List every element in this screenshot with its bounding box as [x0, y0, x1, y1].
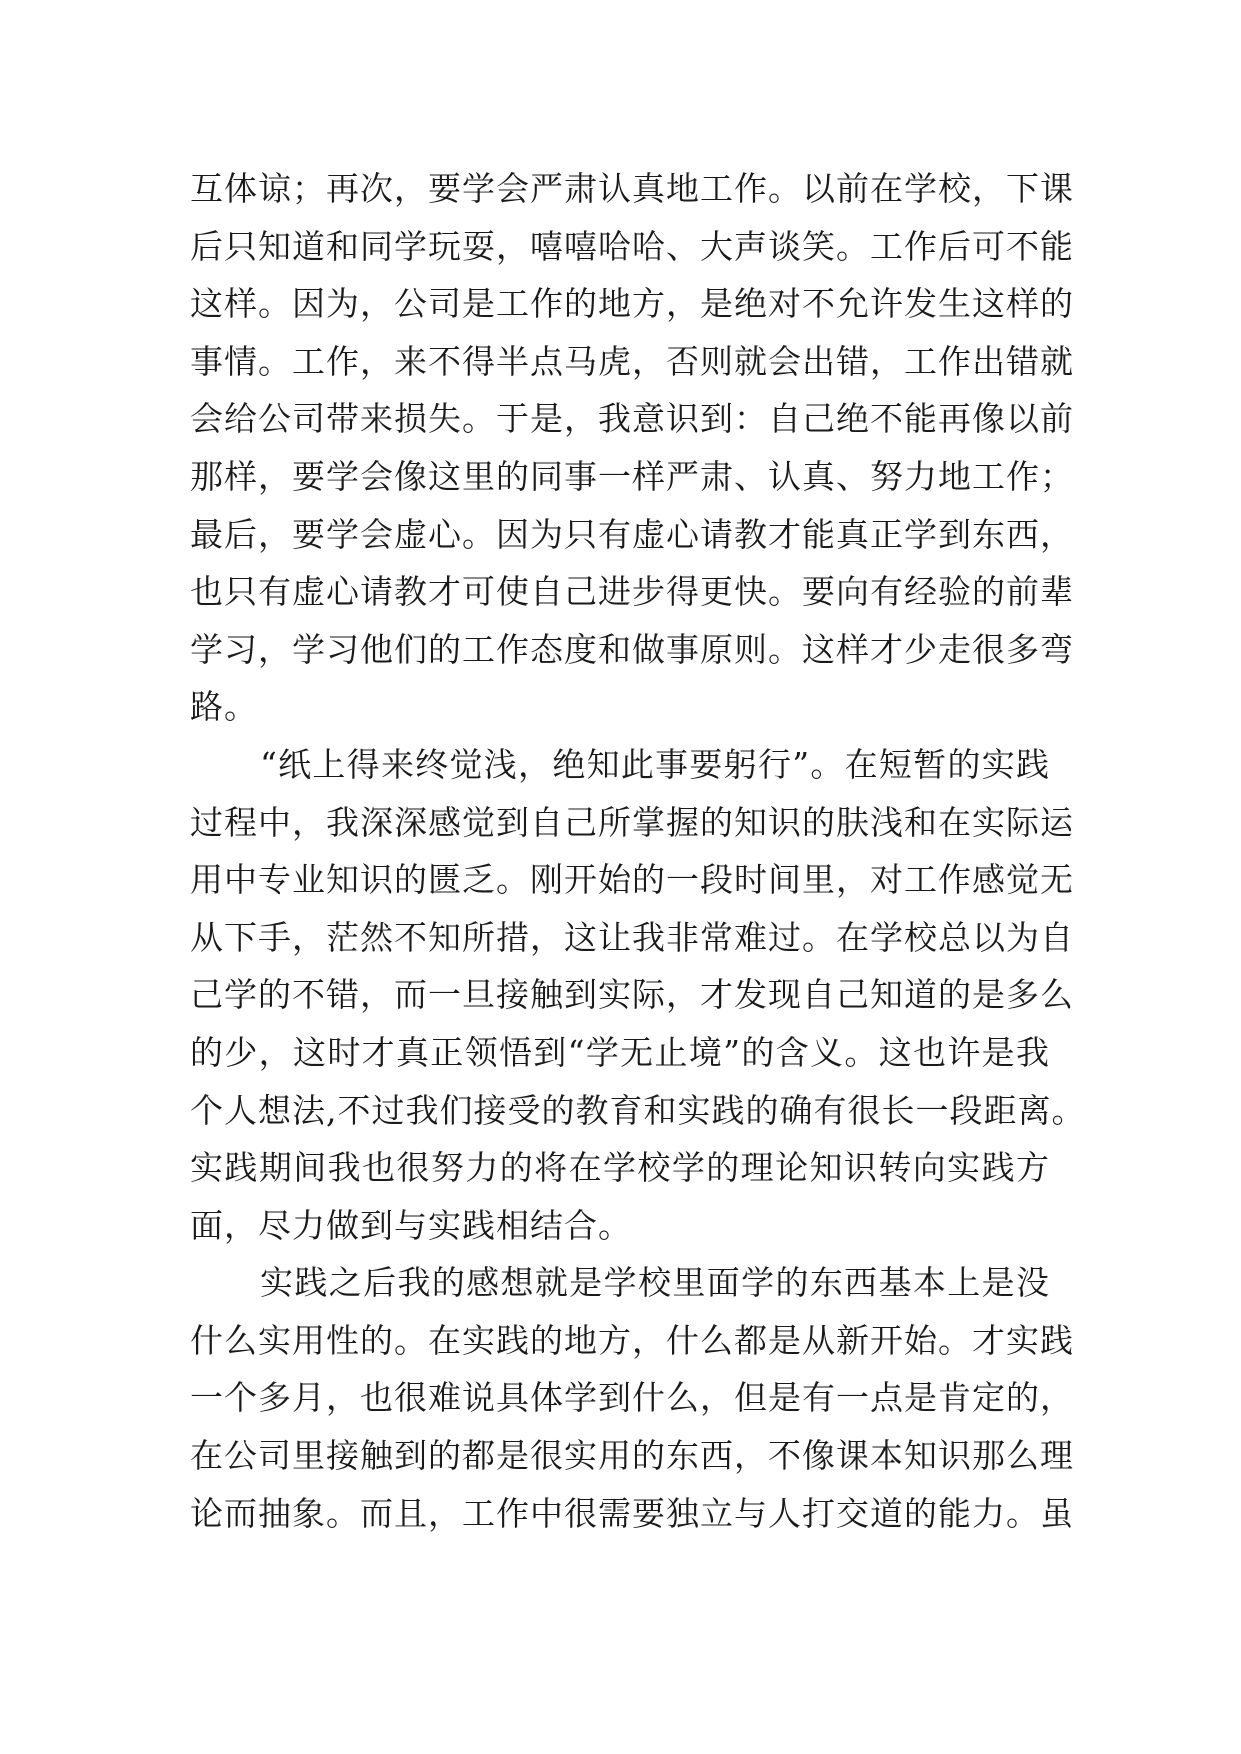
text-line: 那样，要学会像这里的同事一样严肃、认真、努力地工作； [190, 456, 1074, 496]
text-line: 一个多月，也很难说具体学到什么，但是有一点是肯定的， [190, 1378, 1074, 1418]
text-line: 实践期间我也很努力的将在学校学的理论知识转向实践方 [190, 1148, 1050, 1188]
text-line: 最后，要学会虚心。因为只有虚心请教才能真正学到东西， [190, 514, 1074, 554]
text-line: 事情。工作，来不得半点马虎，否则就会出错，工作出错就 [190, 341, 1074, 381]
text-line: 过程中，我深深感觉到自己所掌握的知识的肤浅和在实际运 [190, 802, 1074, 842]
text-line: 己学的不错，而一旦接触到实际，才发现自己知道的是多么 [190, 975, 1074, 1015]
text-line: 用中专业知识的匮乏。刚开始的一段时间里，对工作感觉无 [190, 860, 1074, 900]
document-body [190, 160, 1086, 1542]
text-line: “纸上得来终觉浅，绝知此事要躬行”。在短暂的实践 [260, 744, 1050, 784]
text-line: 后只知道和同学玩耍，嘻嘻哈哈、大声谈笑。工作后可不能 [190, 226, 1074, 266]
text-line: 在公司里接触到的都是很实用的东西，不像课本知识那么理 [190, 1436, 1074, 1476]
text-line: 面，尽力做到与实践相结合。 [190, 1205, 632, 1245]
text-line: 论而抽象。而且，工作中很需要独立与人打交道的能力。虽 [190, 1493, 1074, 1533]
text-line: 路。 [190, 687, 258, 727]
text-line: 学习，学习他们的工作态度和做事原则。这样才少走很多弯 [190, 629, 1074, 669]
text-line: 的少，这时才真正领悟到“学无止境”的含义。这也许是我 [190, 1032, 1050, 1072]
text-line: 这样。因为，公司是工作的地方，是绝对不允许发生这样的 [190, 284, 1074, 324]
text-line: 也只有虚心请教才可使自己进步得更快。要向有经验的前辈 [190, 572, 1074, 612]
text-line: 互体谅；再次，要学会严肃认真地工作。以前在学校，下课 [190, 169, 1074, 208]
text-line: 实践之后我的感想就是学校里面学的东西基本上是没 [260, 1263, 1050, 1303]
text-line: 什么实用性的。在实践的地方，什么都是从新开始。才实践 [190, 1320, 1074, 1360]
text-line: 会给公司带来损失。于是，我意识到：自己绝不能再像以前 [190, 399, 1074, 439]
text-line: 个人想法,不过我们接受的教育和实践的确有很长一段距离。 [190, 1090, 1086, 1130]
text-line: 从下手，茫然不知所措，这让我非常难过。在学校总以为自 [190, 917, 1074, 957]
